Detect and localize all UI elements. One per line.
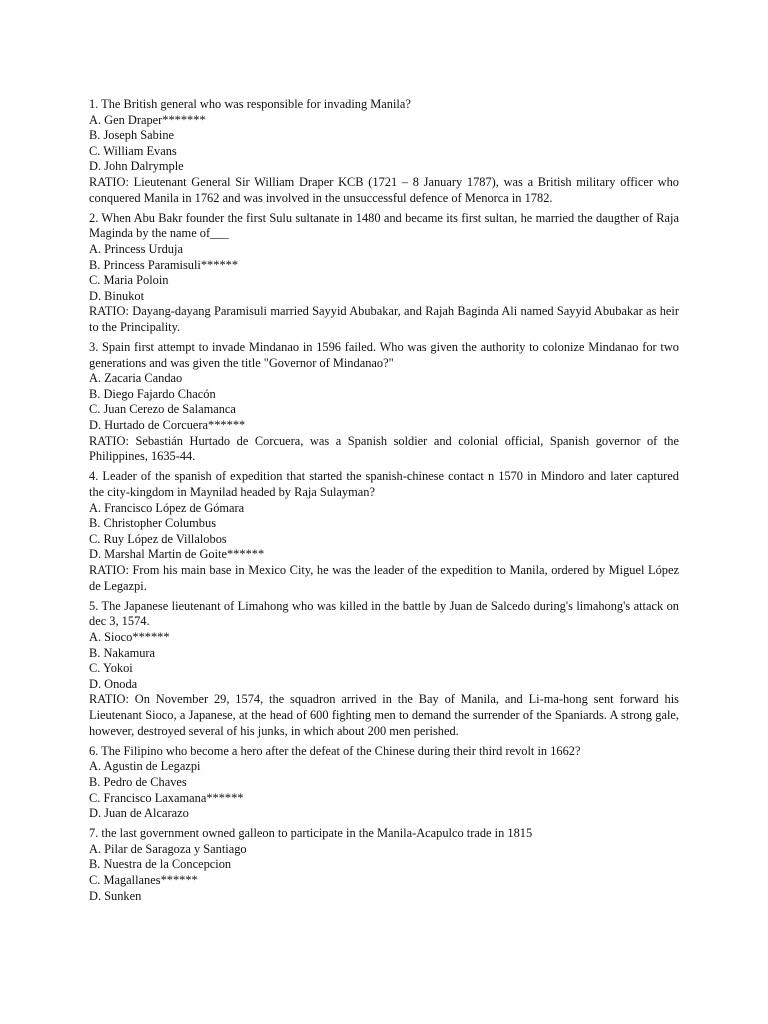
option-c: C. Yokoi <box>89 661 133 676</box>
option-a: A. Gen Draper******* <box>89 112 206 127</box>
option-b: B. Nakamura <box>89 645 156 660</box>
question-3 <box>89 340 679 465</box>
option-b: B. Nuestra de la Concepcion <box>89 857 232 872</box>
ratio-text: RATIO: Dayang-dayang Paramisuli married Sayyid Abubakar, and Rajah Baginda Ali named Sayyid Abubakar as heir to the Principality. <box>89 304 679 334</box>
option-a: A. Agustin de Legazpi <box>89 759 201 774</box>
option-d: D. Hurtado de Corcuera****** <box>89 418 246 433</box>
question-text: 6. The Filipino who become a hero after the defeat of the Chinese during their third revolt in 1662? <box>89 743 581 758</box>
option-c: C. Maria Poloin <box>89 273 169 288</box>
option-c: C. William Evans <box>89 143 177 158</box>
question-4 <box>89 469 679 594</box>
option-d: D. Sunken <box>89 888 142 903</box>
question-text: 1. The British general who was responsible for invading Manila? <box>89 97 411 111</box>
option-d: D. Onoda <box>89 676 138 691</box>
option-d: D. Marshal Martin de Goite****** <box>89 547 265 562</box>
option-d: D. John Dalrymple <box>89 159 184 174</box>
question-7 <box>89 826 679 904</box>
ratio-text: RATIO: Sebastián Hurtado de Corcuera, was a Spanish soldier and colonial official, Spanish governor of the Philippines, 1635-44. <box>89 433 679 464</box>
option-a: A. Princess Urduja <box>89 241 183 256</box>
option-c: C. Magallanes****** <box>89 873 198 888</box>
question-5 <box>89 599 679 739</box>
option-a: A. Zacaria Candao <box>89 371 183 386</box>
option-a: A. Francisco López de Gómara <box>89 500 245 515</box>
option-b: B. Joseph Sabine <box>89 128 175 143</box>
option-b: B. Christopher Columbus <box>89 516 217 531</box>
option-d: D. Juan de Alcarazo <box>89 806 189 821</box>
question-2 <box>89 211 679 336</box>
option-c: C. Juan Cerezo de Salamanca <box>89 402 236 417</box>
question-text: 7. the last government owned galleon to participate in the Manila-Acapulco trade in 1815 <box>89 826 533 841</box>
option-b: B. Diego Fajardo Chacón <box>89 386 216 401</box>
question-text: 5. The Japanese lieutenant of Limahong who was killed in the battle by Juan de Salcedo during's limahong's attack on dec 3, 1574. <box>89 598 679 629</box>
ratio-text: RATIO: On November 29, 1574, the squadron arrived in the Bay of Manila, and Li-ma-hong sent forward his Lieutenant Sioco, a Japanese, at the head of 600 fighting men to demand the surrender of the Spaniards. A strong gale, however, destroyed several of his junks, in which about 200 men perished. <box>89 692 679 738</box>
option-c: C. Francisco Laxamana****** <box>89 790 244 805</box>
document-page <box>89 97 679 909</box>
option-a: A. Pilar de Saragoza y Santiago <box>89 841 247 856</box>
ratio-text: RATIO: From his main base in Mexico City, he was the leader of the expedition to Manila, ordered by Miguel López de Legazpi. <box>89 563 679 593</box>
option-a: A. Sioco****** <box>89 629 170 644</box>
question-text: 3. Spain first attempt to invade Mindanao in 1596 failed. Who was given the authority to colonize Mindanao for two generations and was given the title "Governor of Mindanao?" <box>89 340 679 370</box>
option-b: B. Pedro de Chaves <box>89 774 187 789</box>
ratio-text: RATIO: Lieutenant General Sir William Draper KCB (1721 – 8 January 1787), was a British military officer who conquered Manila in 1762 and was involved in the unsuccessful defence of Menorca in 1782. <box>89 174 679 205</box>
question-6 <box>89 744 679 822</box>
question-text: 2. When Abu Bakr founder the first Sulu sultanate in 1480 and became its first sultan, he married the daugther of Raja Maginda by the name of___ <box>89 210 679 241</box>
question-text: 4. Leader of the spanish of expedition that started the spanish-chinese contact n 1570 in Mindoro and later captured the city-kingdom in Maynilad headed by Raja Sulayman? <box>89 469 679 500</box>
option-b: B. Princess Paramisuli****** <box>89 257 239 272</box>
option-d: D. Binukot <box>89 288 145 303</box>
question-1 <box>89 97 679 206</box>
option-c: C. Ruy López de Villalobos <box>89 531 227 546</box>
